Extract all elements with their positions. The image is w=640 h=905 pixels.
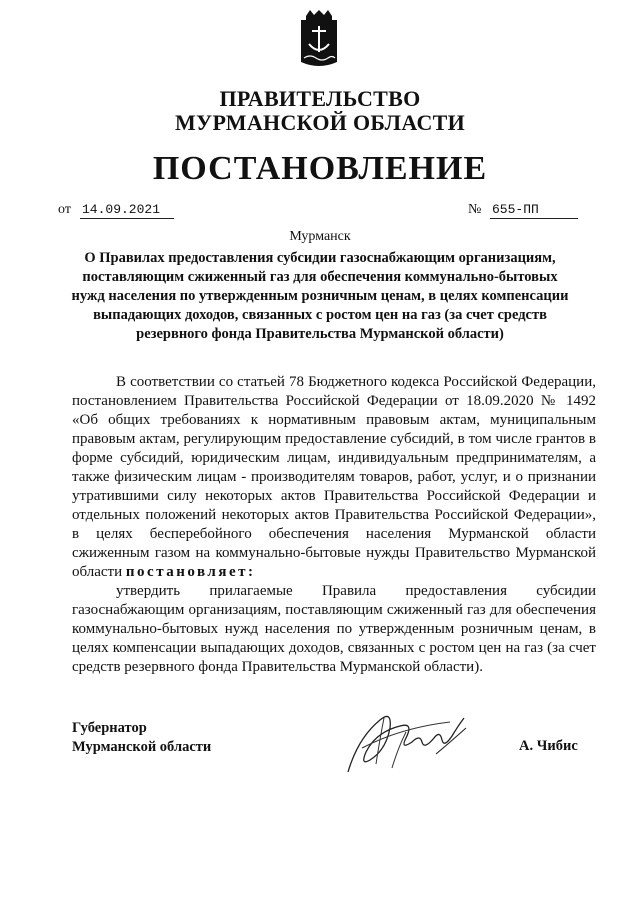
position-line1: Губернатор <box>72 720 147 736</box>
document-body <box>72 373 596 677</box>
document-number: 655-ПП <box>490 202 578 219</box>
date-label: от <box>58 202 71 217</box>
signatory-name: А. Чибис <box>519 738 578 754</box>
signature-image <box>340 698 480 780</box>
city: Мурманск <box>289 229 351 244</box>
org-name-line1: ПРАВИТЕЛЬСТВО <box>219 86 421 111</box>
coat-of-arms-icon <box>298 10 340 68</box>
resolves-word: постановляет: <box>125 564 256 580</box>
document-type: ПОСТАНОВЛЕНИЕ <box>152 150 488 187</box>
org-name-line2: МУРМАНСКОЙ ОБЛАСТИ <box>174 110 466 135</box>
position-line2: Мурманской области <box>72 739 212 755</box>
preamble-text: В соответствии со статьей 78 Бюджетного кодекса Российской Федерации, постановлением Правительства Российской Федерации от 18.09.2020 № 1492 «Об общих требованиях к нормативным правовым актам, муниципальным правовым актам, регулирующим предоставление субсидий, в том числе грантов в форме субсидий, юридическим лицам, индивидуальным предпринимателям, а также физическим лицам - производителям товаров, работ, услуг, и о признании утратившими силу некоторых актов Правительства Российской Федерации и отдельных положений некоторых актов Правительства Российской Федерации», в целях бесперебойного обеспечения населения Мурманской области сжиженным газом на коммунально-бытовые нужды Правительство Мурманской области <box>72 374 596 580</box>
signatory-position <box>72 719 211 757</box>
document-subject: О Правилах предоставления субсидии газоснабжающим организациям, поставляющим сжиженный газ для обеспечения коммунально-бытовых нужд населения по утвержденным розничным ценам, в целях компенсации выпадающих доходов, связанных с ростом цен на газ (за счет средств резервного фонда Правительства Мурманской области) <box>71 250 569 342</box>
number-label: № <box>468 202 482 217</box>
paragraph-resolution: утвердить прилагаемые Правила предоставления субсидии газоснабжающим организациям, поставляющим сжиженный газ для обеспечения коммунально-бытовых нужд населения по утвержденным розничным ценам, в целях компенсации выпадающих доходов, связанных с ростом цен на газ (за счет средств резервного фонда Правительства Мурманской области). <box>72 583 596 675</box>
document-date: 14.09.2021 <box>80 202 174 219</box>
paragraph-preamble <box>72 373 596 582</box>
